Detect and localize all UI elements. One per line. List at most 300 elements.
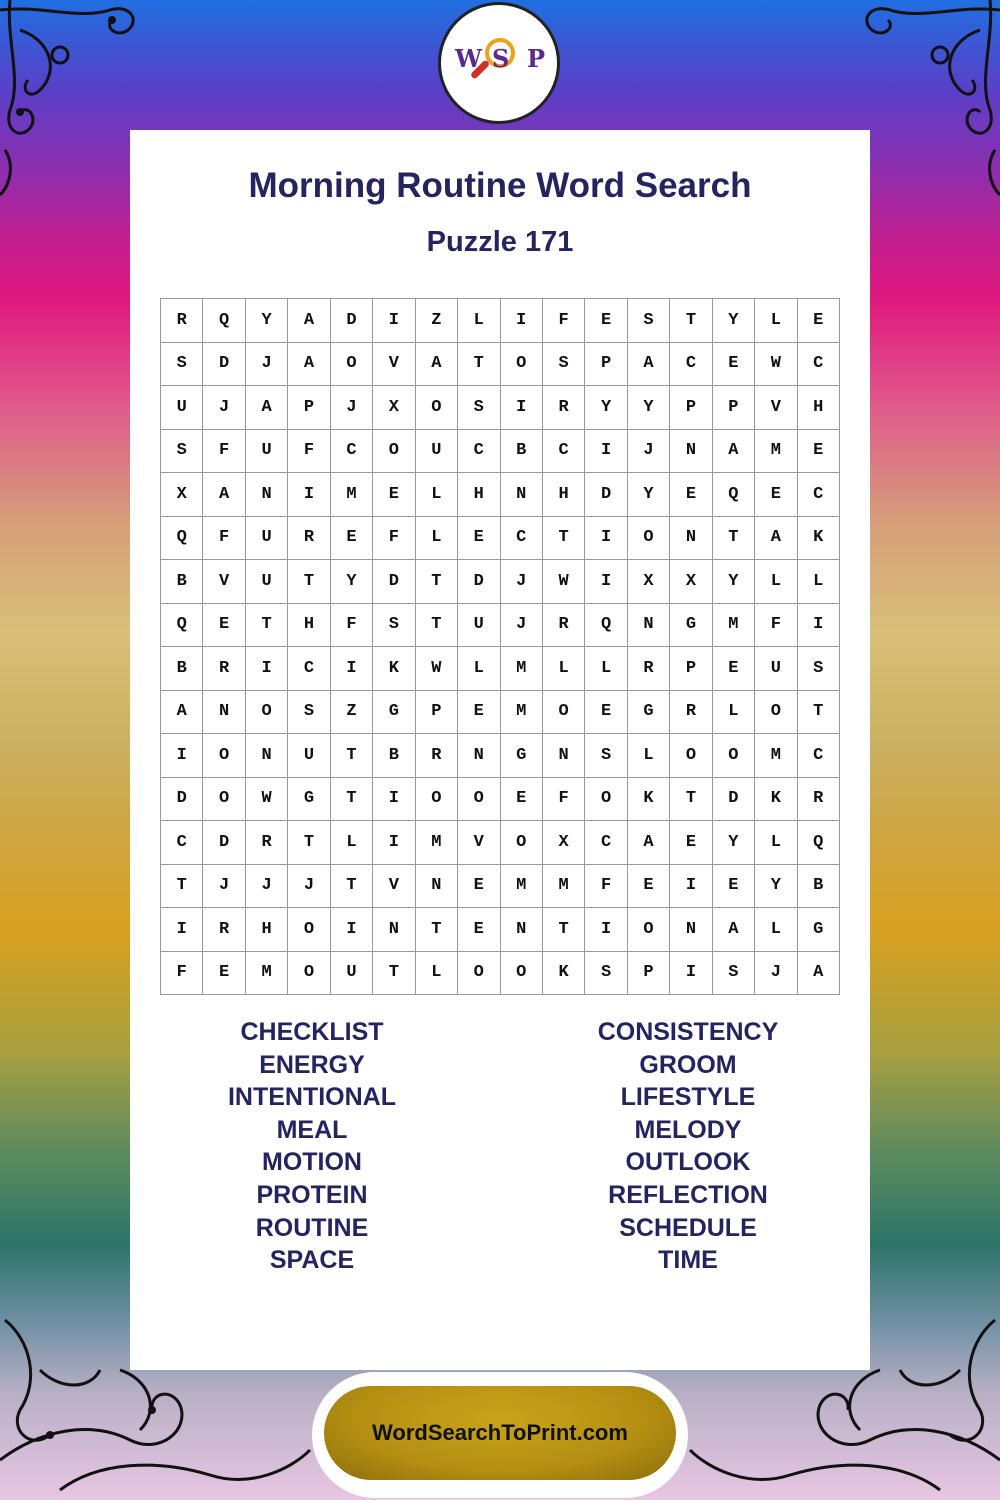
grid-cell[interactable]: O — [415, 386, 457, 430]
grid-cell[interactable]: W — [755, 342, 797, 386]
grid-cell[interactable]: T — [330, 734, 372, 778]
grid-cell[interactable]: I — [585, 908, 627, 952]
grid-cell[interactable]: E — [797, 299, 839, 343]
grid-cell[interactable]: S — [712, 951, 754, 995]
grid-cell[interactable]: I — [373, 821, 415, 865]
grid-cell[interactable]: D — [203, 342, 245, 386]
grid-cell[interactable]: U — [161, 386, 203, 430]
grid-cell[interactable]: Y — [245, 299, 287, 343]
grid-cell[interactable]: N — [245, 473, 287, 517]
grid-cell[interactable]: L — [330, 821, 372, 865]
grid-cell[interactable]: D — [712, 777, 754, 821]
grid-cell[interactable]: Y — [712, 821, 754, 865]
grid-cell[interactable]: I — [585, 516, 627, 560]
grid-cell[interactable]: R — [161, 299, 203, 343]
grid-cell[interactable]: R — [797, 777, 839, 821]
grid-cell[interactable]: V — [373, 342, 415, 386]
grid-cell[interactable]: G — [288, 777, 330, 821]
grid-cell[interactable]: J — [755, 951, 797, 995]
grid-cell[interactable]: O — [458, 951, 500, 995]
grid-cell[interactable]: L — [458, 299, 500, 343]
grid-cell[interactable]: E — [670, 821, 712, 865]
grid-cell[interactable]: R — [542, 386, 584, 430]
grid-cell[interactable]: L — [542, 647, 584, 691]
grid-cell[interactable]: C — [542, 429, 584, 473]
corner-ornament-top-left — [0, 0, 150, 200]
grid-cell[interactable]: I — [797, 603, 839, 647]
grid-cell[interactable]: N — [670, 516, 712, 560]
grid-cell[interactable]: G — [797, 908, 839, 952]
grid-cell[interactable]: O — [203, 777, 245, 821]
grid-cell[interactable]: L — [755, 560, 797, 604]
grid-cell[interactable]: A — [755, 516, 797, 560]
word-list-item: INTENTIONAL — [227, 1083, 397, 1112]
grid-cell[interactable]: F — [288, 429, 330, 473]
grid-cell[interactable]: P — [712, 386, 754, 430]
grid-cell[interactable]: I — [288, 473, 330, 517]
grid-cell[interactable]: O — [500, 821, 542, 865]
word-list-item: LIFESTYLE — [620, 1083, 756, 1112]
grid-cell[interactable]: M — [500, 864, 542, 908]
grid-row — [161, 647, 840, 691]
grid-cell[interactable]: X — [161, 473, 203, 517]
grid-cell[interactable]: G — [627, 690, 669, 734]
grid-cell[interactable]: E — [712, 864, 754, 908]
grid-cell[interactable]: A — [245, 386, 287, 430]
grid-cell[interactable]: R — [245, 821, 287, 865]
grid-cell[interactable]: Q — [797, 821, 839, 865]
grid-cell[interactable]: F — [373, 516, 415, 560]
grid-cell[interactable]: A — [415, 342, 457, 386]
grid-cell[interactable]: E — [458, 516, 500, 560]
grid-cell[interactable]: B — [161, 647, 203, 691]
grid-cell[interactable]: J — [245, 864, 287, 908]
corner-ornament-top-right — [850, 0, 1000, 200]
grid-cell[interactable]: A — [627, 821, 669, 865]
grid-cell[interactable]: T — [330, 777, 372, 821]
grid-row — [161, 429, 840, 473]
grid-cell[interactable]: O — [712, 734, 754, 778]
grid-cell[interactable]: U — [245, 560, 287, 604]
word-list-item: SCHEDULE — [619, 1213, 757, 1242]
grid-cell[interactable]: D — [458, 560, 500, 604]
grid-cell[interactable]: C — [670, 342, 712, 386]
grid-cell[interactable]: A — [203, 473, 245, 517]
grid-cell[interactable]: O — [627, 908, 669, 952]
grid-cell[interactable]: O — [415, 777, 457, 821]
grid-cell[interactable]: D — [203, 821, 245, 865]
grid-cell[interactable]: N — [542, 734, 584, 778]
word-list-item: OUTLOOK — [625, 1148, 751, 1177]
word-list-item: ROUTINE — [255, 1213, 369, 1242]
word-list-item: CHECKLIST — [240, 1018, 384, 1046]
grid-cell[interactable]: K — [755, 777, 797, 821]
grid-cell[interactable]: J — [330, 386, 372, 430]
grid-cell[interactable]: K — [373, 647, 415, 691]
grid-cell[interactable]: L — [755, 299, 797, 343]
grid-cell[interactable]: C — [288, 647, 330, 691]
grid-cell[interactable]: X — [670, 560, 712, 604]
grid-cell[interactable]: M — [330, 473, 372, 517]
grid-cell[interactable]: N — [415, 864, 457, 908]
grid-cell[interactable]: T — [245, 603, 287, 647]
grid-cell[interactable]: A — [712, 429, 754, 473]
grid-cell[interactable]: I — [500, 386, 542, 430]
grid-cell[interactable]: V — [203, 560, 245, 604]
grid-cell[interactable]: O — [330, 342, 372, 386]
grid-cell[interactable]: N — [458, 734, 500, 778]
grid-cell[interactable]: D — [161, 777, 203, 821]
grid-cell[interactable]: B — [797, 864, 839, 908]
grid-cell[interactable]: N — [670, 908, 712, 952]
grid-cell[interactable]: F — [203, 516, 245, 560]
grid-cell[interactable]: R — [670, 690, 712, 734]
grid-cell[interactable]: T — [330, 864, 372, 908]
grid-cell[interactable]: N — [500, 908, 542, 952]
letter-grid — [160, 298, 840, 995]
grid-cell[interactable]: S — [585, 951, 627, 995]
grid-cell[interactable]: U — [458, 603, 500, 647]
word-list-item: CONSISTENCY — [597, 1018, 779, 1046]
logo-letter-s: S — [492, 44, 510, 73]
grid-cell[interactable]: P — [670, 647, 712, 691]
grid-cell[interactable]: E — [203, 603, 245, 647]
grid-cell[interactable]: E — [458, 690, 500, 734]
grid-cell[interactable]: S — [161, 342, 203, 386]
grid-cell[interactable]: U — [755, 647, 797, 691]
site-link-label: WordSearchToPrint.com — [372, 1420, 628, 1445]
grid-cell[interactable]: T — [161, 864, 203, 908]
grid-cell[interactable]: E — [500, 777, 542, 821]
grid-cell[interactable]: H — [542, 473, 584, 517]
grid-cell[interactable]: T — [458, 342, 500, 386]
grid-cell[interactable]: Y — [755, 864, 797, 908]
grid-cell[interactable]: C — [458, 429, 500, 473]
grid-cell[interactable]: E — [458, 908, 500, 952]
grid-row — [161, 386, 840, 430]
grid-cell[interactable]: C — [797, 473, 839, 517]
grid-cell[interactable]: F — [203, 429, 245, 473]
word-list-item: MOTION — [262, 1148, 362, 1177]
grid-cell[interactable]: N — [670, 429, 712, 473]
grid-cell[interactable]: S — [458, 386, 500, 430]
logo-letter-w: W — [455, 44, 482, 73]
word-list-item: REFLECTION — [608, 1180, 768, 1209]
word-list-item: MELODY — [634, 1115, 742, 1144]
word-list-right — [536, 1016, 840, 1277]
grid-cell[interactable]: Q — [161, 516, 203, 560]
grid-cell[interactable]: X — [373, 386, 415, 430]
word-list-item: GROOM — [639, 1050, 737, 1079]
grid-cell[interactable]: E — [458, 864, 500, 908]
grid-row — [161, 603, 840, 647]
grid-cell[interactable]: V — [373, 864, 415, 908]
grid-cell[interactable]: Y — [712, 560, 754, 604]
grid-cell[interactable]: I — [330, 908, 372, 952]
grid-cell[interactable]: E — [712, 647, 754, 691]
grid-cell[interactable]: T — [373, 951, 415, 995]
grid-cell[interactable]: L — [755, 821, 797, 865]
grid-cell[interactable]: O — [203, 734, 245, 778]
grid-cell[interactable]: M — [755, 429, 797, 473]
grid-cell[interactable]: Y — [712, 299, 754, 343]
grid-cell[interactable]: P — [585, 342, 627, 386]
grid-row — [161, 821, 840, 865]
grid-cell[interactable]: L — [458, 647, 500, 691]
grid-cell[interactable]: I — [161, 908, 203, 952]
grid-cell[interactable]: Q — [585, 603, 627, 647]
grid-cell[interactable]: S — [288, 690, 330, 734]
grid-cell[interactable]: E — [330, 516, 372, 560]
grid-cell[interactable]: B — [373, 734, 415, 778]
word-list-item: SPACE — [269, 1246, 355, 1275]
grid-row — [161, 777, 840, 821]
grid-cell[interactable]: C — [161, 821, 203, 865]
grid-cell[interactable]: E — [755, 473, 797, 517]
grid-cell[interactable]: A — [288, 342, 330, 386]
grid-cell[interactable]: H — [797, 386, 839, 430]
grid-cell[interactable]: C — [797, 734, 839, 778]
grid-cell[interactable]: Q — [712, 473, 754, 517]
grid-cell[interactable]: T — [542, 908, 584, 952]
grid-cell[interactable]: E — [712, 342, 754, 386]
grid-cell[interactable]: O — [500, 951, 542, 995]
grid-cell[interactable]: T — [288, 560, 330, 604]
grid-cell[interactable]: E — [585, 690, 627, 734]
grid-cell[interactable]: I — [585, 429, 627, 473]
grid-cell[interactable]: Q — [203, 299, 245, 343]
grid-cell[interactable]: A — [288, 299, 330, 343]
grid-cell[interactable]: T — [415, 603, 457, 647]
grid-cell[interactable]: C — [797, 342, 839, 386]
grid-cell[interactable]: Z — [415, 299, 457, 343]
grid-cell[interactable]: L — [415, 951, 457, 995]
grid-cell[interactable]: O — [755, 690, 797, 734]
grid-cell[interactable]: X — [627, 560, 669, 604]
grid-cell[interactable]: H — [288, 603, 330, 647]
grid-cell[interactable]: O — [627, 516, 669, 560]
grid-row — [161, 864, 840, 908]
grid-cell[interactable]: Z — [330, 690, 372, 734]
grid-cell[interactable]: M — [500, 647, 542, 691]
grid-cell[interactable]: F — [585, 864, 627, 908]
grid-cell[interactable]: A — [797, 951, 839, 995]
puzzle-card — [130, 130, 870, 1370]
grid-cell[interactable]: O — [373, 429, 415, 473]
grid-cell[interactable]: V — [458, 821, 500, 865]
grid-cell[interactable]: D — [373, 560, 415, 604]
grid-cell[interactable]: E — [585, 299, 627, 343]
grid-cell[interactable]: C — [585, 821, 627, 865]
grid-cell[interactable]: T — [712, 516, 754, 560]
site-link-button[interactable] — [324, 1386, 676, 1480]
grid-cell[interactable]: F — [161, 951, 203, 995]
grid-cell[interactable]: R — [203, 908, 245, 952]
grid-cell[interactable]: J — [203, 386, 245, 430]
grid-cell[interactable]: J — [500, 560, 542, 604]
grid-cell[interactable]: W — [542, 560, 584, 604]
grid-row — [161, 342, 840, 386]
grid-cell[interactable]: C — [330, 429, 372, 473]
word-list-item: ENERGY — [259, 1050, 365, 1079]
grid-cell[interactable]: R — [627, 647, 669, 691]
grid-cell[interactable]: R — [415, 734, 457, 778]
grid-cell[interactable]: O — [245, 690, 287, 734]
grid-cell[interactable]: L — [415, 516, 457, 560]
grid-cell[interactable]: O — [670, 734, 712, 778]
grid-cell[interactable]: G — [670, 603, 712, 647]
grid-cell[interactable]: Y — [330, 560, 372, 604]
grid-row — [161, 690, 840, 734]
grid-cell[interactable]: L — [712, 690, 754, 734]
grid-cell[interactable]: I — [500, 299, 542, 343]
grid-cell[interactable]: T — [415, 908, 457, 952]
grid-cell[interactable]: J — [627, 429, 669, 473]
grid-cell[interactable]: N — [203, 690, 245, 734]
grid-cell[interactable]: L — [415, 473, 457, 517]
grid-cell[interactable]: W — [245, 777, 287, 821]
grid-row — [161, 473, 840, 517]
grid-cell[interactable]: H — [245, 908, 287, 952]
grid-cell[interactable]: N — [373, 908, 415, 952]
logo-letter-p: P — [527, 44, 546, 73]
grid-cell[interactable]: M — [755, 734, 797, 778]
grid-cell[interactable]: V — [755, 386, 797, 430]
grid-cell[interactable]: C — [500, 516, 542, 560]
grid-cell[interactable]: M — [542, 864, 584, 908]
site-logo[interactable] — [438, 2, 560, 124]
grid-cell[interactable]: Y — [627, 473, 669, 517]
grid-cell[interactable]: Q — [161, 603, 203, 647]
grid-row — [161, 516, 840, 560]
word-list-item: TIME — [658, 1246, 718, 1275]
grid-cell[interactable]: I — [373, 299, 415, 343]
grid-cell[interactable]: F — [755, 603, 797, 647]
puzzle-number: Puzzle 171 — [426, 226, 574, 258]
grid-cell[interactable]: I — [670, 951, 712, 995]
grid-cell[interactable]: N — [500, 473, 542, 517]
grid-cell[interactable]: S — [161, 429, 203, 473]
grid-cell[interactable]: U — [415, 429, 457, 473]
grid-cell[interactable]: D — [330, 299, 372, 343]
grid-cell[interactable]: M — [245, 951, 287, 995]
puzzle-title: Morning Routine Word Search — [248, 166, 752, 205]
grid-cell[interactable]: M — [500, 690, 542, 734]
grid-cell[interactable]: Y — [627, 386, 669, 430]
grid-cell[interactable]: R — [288, 516, 330, 560]
grid-cell[interactable]: P — [670, 386, 712, 430]
grid-cell[interactable]: S — [373, 603, 415, 647]
grid-cell[interactable]: P — [288, 386, 330, 430]
grid-cell[interactable]: O — [288, 908, 330, 952]
grid-cell[interactable]: U — [245, 429, 287, 473]
grid-cell[interactable]: N — [627, 603, 669, 647]
grid-cell[interactable]: T — [288, 821, 330, 865]
grid-cell[interactable]: I — [161, 734, 203, 778]
grid-cell[interactable]: Y — [585, 386, 627, 430]
grid-cell[interactable]: P — [415, 690, 457, 734]
grid-cell[interactable]: F — [330, 603, 372, 647]
grid-cell[interactable]: P — [627, 951, 669, 995]
grid-cell[interactable]: S — [627, 299, 669, 343]
grid-cell[interactable]: E — [203, 951, 245, 995]
grid-cell[interactable]: E — [627, 864, 669, 908]
grid-cell[interactable]: I — [670, 864, 712, 908]
grid-cell[interactable]: S — [542, 342, 584, 386]
grid-cell[interactable]: A — [712, 908, 754, 952]
grid-cell[interactable]: F — [542, 299, 584, 343]
grid-cell[interactable]: K — [542, 951, 584, 995]
grid-cell[interactable]: O — [542, 690, 584, 734]
grid-cell[interactable]: O — [500, 342, 542, 386]
grid-cell[interactable]: E — [373, 473, 415, 517]
grid-cell[interactable]: K — [627, 777, 669, 821]
grid-cell[interactable]: T — [542, 516, 584, 560]
grid-cell[interactable]: J — [500, 603, 542, 647]
grid-cell[interactable]: E — [797, 429, 839, 473]
grid-cell[interactable]: A — [627, 342, 669, 386]
grid-cell[interactable]: O — [288, 951, 330, 995]
grid-cell[interactable]: K — [797, 516, 839, 560]
grid-cell[interactable]: B — [161, 560, 203, 604]
grid-row — [161, 951, 840, 995]
grid-cell[interactable]: G — [373, 690, 415, 734]
grid-cell[interactable]: T — [797, 690, 839, 734]
grid-cell[interactable]: L — [627, 734, 669, 778]
grid-cell[interactable]: F — [542, 777, 584, 821]
grid-cell[interactable]: W — [415, 647, 457, 691]
grid-cell[interactable]: J — [203, 864, 245, 908]
grid-cell[interactable]: U — [288, 734, 330, 778]
word-list-item: MEAL — [276, 1115, 348, 1144]
grid-cell[interactable]: R — [203, 647, 245, 691]
grid-cell[interactable]: M — [415, 821, 457, 865]
grid-cell[interactable]: I — [245, 647, 287, 691]
grid-row — [161, 299, 840, 343]
grid-cell[interactable]: I — [330, 647, 372, 691]
grid-cell[interactable]: I — [373, 777, 415, 821]
grid-cell[interactable]: H — [458, 473, 500, 517]
grid-cell[interactable]: X — [542, 821, 584, 865]
word-list-item: PROTEIN — [256, 1180, 368, 1209]
grid-cell[interactable]: S — [797, 647, 839, 691]
grid-cell[interactable]: U — [330, 951, 372, 995]
grid-cell[interactable]: E — [670, 473, 712, 517]
grid-row — [161, 560, 840, 604]
grid-cell[interactable]: O — [585, 777, 627, 821]
grid-cell[interactable]: T — [415, 560, 457, 604]
grid-cell[interactable]: L — [755, 908, 797, 952]
grid-cell[interactable]: M — [712, 603, 754, 647]
grid-cell[interactable]: N — [245, 734, 287, 778]
grid-cell[interactable]: D — [585, 473, 627, 517]
grid-cell[interactable]: S — [585, 734, 627, 778]
grid-cell[interactable]: I — [585, 560, 627, 604]
grid-cell[interactable]: U — [245, 516, 287, 560]
grid-row — [161, 734, 840, 778]
grid-cell[interactable]: B — [500, 429, 542, 473]
grid-cell[interactable]: T — [670, 299, 712, 343]
grid-cell[interactable]: O — [458, 777, 500, 821]
grid-cell[interactable]: L — [797, 560, 839, 604]
grid-cell[interactable]: R — [542, 603, 584, 647]
grid-cell[interactable]: A — [161, 690, 203, 734]
grid-cell[interactable]: J — [245, 342, 287, 386]
grid-cell[interactable]: J — [288, 864, 330, 908]
grid-cell[interactable]: T — [670, 777, 712, 821]
grid-cell[interactable]: G — [500, 734, 542, 778]
grid-cell[interactable]: L — [585, 647, 627, 691]
